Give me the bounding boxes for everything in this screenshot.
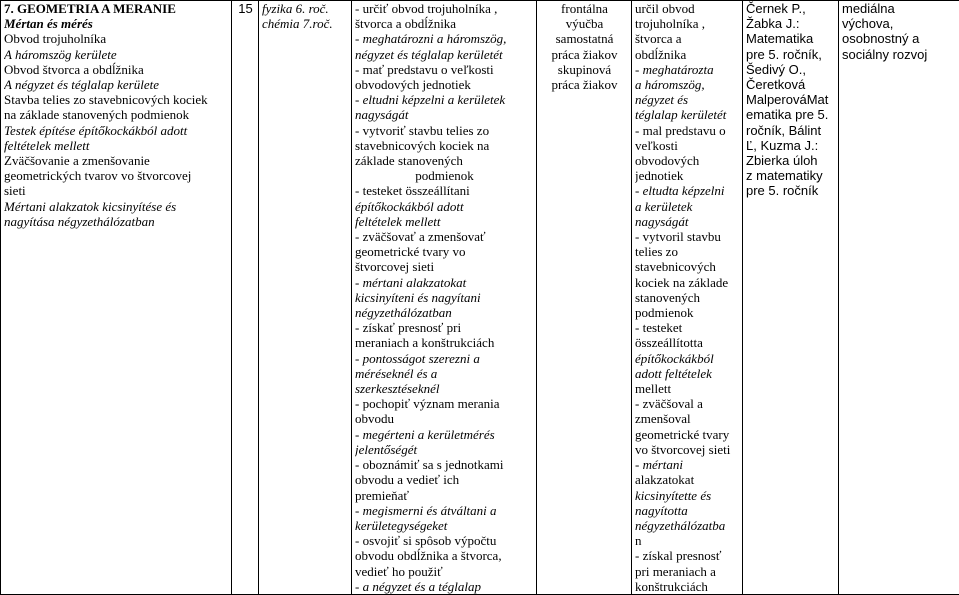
goal-line: - mértani alakzatokat bbox=[355, 275, 534, 290]
literature-line: MalperováMat bbox=[746, 92, 836, 107]
goal-line: - vytvoriť stavbu telies zo bbox=[355, 123, 534, 138]
outcome-line: zmenšoval bbox=[635, 411, 740, 426]
crosscutting-lines bbox=[842, 1, 959, 62]
goal-line: - a négyzet és a téglalap bbox=[355, 579, 534, 594]
outcome-line: adott feltételek bbox=[635, 366, 740, 381]
goal-line: - získať presnosť pri bbox=[355, 320, 534, 335]
outcome-line: konštrukciách bbox=[635, 579, 740, 594]
literature-line: Černek P., bbox=[746, 1, 836, 16]
goal-line: jelentőségét bbox=[355, 442, 534, 457]
outcome-line: nagyította bbox=[635, 503, 740, 518]
outcome-line: mellett bbox=[635, 381, 740, 396]
outcome-line: négyzet és bbox=[635, 92, 740, 107]
goal-line: - megérteni a kerületmérés bbox=[355, 427, 534, 442]
goal-line: - mať predstavu o veľkosti bbox=[355, 62, 534, 77]
goal-line: - zväčšovať a zmenšovať bbox=[355, 229, 534, 244]
methods-cell bbox=[537, 1, 632, 595]
interdisciplinary-lines bbox=[262, 1, 349, 31]
outcome-lines bbox=[635, 1, 740, 594]
topic-line: Stavba telies zo stavebnicových kociek bbox=[4, 92, 229, 107]
method-line: práca žiakov bbox=[540, 77, 629, 92]
goal-line: nagyságát bbox=[355, 107, 534, 122]
interdisciplinary-item: fyzika 6. roč. bbox=[262, 1, 349, 16]
goal-line: základe stanovených bbox=[355, 153, 534, 168]
goal-line: - megismerni és átváltani a bbox=[355, 503, 534, 518]
literature-line: ročník, Bálint bbox=[746, 123, 836, 138]
literature-line: Žabka J.: bbox=[746, 16, 836, 31]
crosscutting-cell bbox=[839, 1, 959, 595]
goal-line: premieňať bbox=[355, 488, 534, 503]
method-lines bbox=[540, 1, 629, 92]
goal-line: podmienok bbox=[355, 168, 534, 183]
literature-line: Ľ, Kuzma J.: bbox=[746, 138, 836, 153]
topic-line: sieti bbox=[4, 183, 229, 198]
goal-line: obvodových jednotiek bbox=[355, 77, 534, 92]
goal-line: méréseknél és a bbox=[355, 366, 534, 381]
goal-line: négyzet és téglalap kerületét bbox=[355, 47, 534, 62]
method-line: výučba bbox=[540, 16, 629, 31]
outcome-line: téglalap kerületét bbox=[635, 107, 740, 122]
outcome-line: trojuholníka , bbox=[635, 16, 740, 31]
outcome-line: - mal predstavu o bbox=[635, 123, 740, 138]
topic-line: geometrických tvarov vo štvorcovej bbox=[4, 168, 229, 183]
topic-line: A négyzet és téglalap kerülete bbox=[4, 77, 229, 92]
topic-line: Mértani alakzatok kicsinyítése és bbox=[4, 199, 229, 214]
topic-line: na základe stanovených podmienok bbox=[4, 107, 229, 122]
interdisciplinary-cell bbox=[259, 1, 352, 595]
goal-line: - testeket összeállítani bbox=[355, 183, 534, 198]
topic-line: Mértan és mérés bbox=[4, 16, 229, 31]
literature-line: pre 5. ročník, bbox=[746, 47, 836, 62]
crosscutting-line: sociálny rozvoj bbox=[842, 47, 959, 62]
outcome-line: určil obvod bbox=[635, 1, 740, 16]
goal-line: - pontosságot szerezni a bbox=[355, 351, 534, 366]
method-line: práca žiakov bbox=[540, 47, 629, 62]
outcome-line: alakzatokat bbox=[635, 472, 740, 487]
topic-lines bbox=[4, 16, 229, 229]
goal-line: kicsinyíteni és nagyítani bbox=[355, 290, 534, 305]
literature-line: z matematiky bbox=[746, 168, 836, 183]
outcome-line: stavebnicových bbox=[635, 259, 740, 274]
goal-line: feltételek mellett bbox=[355, 214, 534, 229]
goal-line: építőkockákból adott bbox=[355, 199, 534, 214]
goal-line: štvorca a obdĺžnika bbox=[355, 16, 534, 31]
outcome-line: veľkosti bbox=[635, 138, 740, 153]
goal-line: - oboznámiť sa s jednotkami bbox=[355, 457, 534, 472]
outcome-line: jednotiek bbox=[635, 168, 740, 183]
table-row bbox=[1, 1, 959, 595]
outcome-line: vo štvorcovej sieti bbox=[635, 442, 740, 457]
literature-line: pre 5. ročník bbox=[746, 183, 836, 198]
method-line: samostatná bbox=[540, 31, 629, 46]
topic-line: Obvod štvorca a obdĺžnika bbox=[4, 62, 229, 77]
goal-line: - eltudni képzelni a kerületek bbox=[355, 92, 534, 107]
topic-line: Zväčšovanie a zmenšovanie bbox=[4, 153, 229, 168]
outcome-line: a háromszög, bbox=[635, 77, 740, 92]
hours-value: 15 bbox=[235, 1, 256, 16]
goal-line: štvorcovej sieti bbox=[355, 259, 534, 274]
goal-line: vedieť ho použiť bbox=[355, 564, 534, 579]
goal-line: szerkesztéseknél bbox=[355, 381, 534, 396]
outcome-line: összeállította bbox=[635, 335, 740, 350]
hours-cell bbox=[232, 1, 259, 595]
topic-line: feltételek mellett bbox=[4, 138, 229, 153]
method-line: skupinová bbox=[540, 62, 629, 77]
literature-line: ematika pre 5. bbox=[746, 107, 836, 122]
outcome-line: kicsinyítette és bbox=[635, 488, 740, 503]
outcomes-cell bbox=[632, 1, 743, 595]
literature-lines bbox=[746, 1, 836, 199]
crosscutting-line: mediálna bbox=[842, 1, 959, 16]
literature-line: Čeretková bbox=[746, 77, 836, 92]
outcome-line: n bbox=[635, 533, 740, 548]
outcome-line: négyzethálózatba bbox=[635, 518, 740, 533]
outcome-line: - zväčšoval a bbox=[635, 396, 740, 411]
outcome-line: nagyságát bbox=[635, 214, 740, 229]
outcome-line: - meghatározta bbox=[635, 62, 740, 77]
goal-line: obvodu obdĺžnika a štvorca, bbox=[355, 548, 534, 563]
topic-cell bbox=[1, 1, 232, 595]
outcome-line: - testeket bbox=[635, 320, 740, 335]
literature-line: Šedivý O., bbox=[746, 62, 836, 77]
method-line: frontálna bbox=[540, 1, 629, 16]
goal-line: négyzethálózatban bbox=[355, 305, 534, 320]
topic-line: A háromszög kerülete bbox=[4, 47, 229, 62]
outcome-line: obdĺžnika bbox=[635, 47, 740, 62]
outcome-line: építőkockákból bbox=[635, 351, 740, 366]
goal-line: obvodu bbox=[355, 411, 534, 426]
goal-line: meraniach a konštrukciách bbox=[355, 335, 534, 350]
literature-line: Zbierka úloh bbox=[746, 153, 836, 168]
outcome-line: štvorca a bbox=[635, 31, 740, 46]
outcome-line: - mértani bbox=[635, 457, 740, 472]
outcome-line: a kerületek bbox=[635, 199, 740, 214]
crosscutting-line: osobnostný a bbox=[842, 31, 959, 46]
outcome-line: - eltudta képzelni bbox=[635, 183, 740, 198]
goal-lines bbox=[355, 1, 534, 594]
goal-line: - pochopiť význam merania bbox=[355, 396, 534, 411]
literature-cell bbox=[743, 1, 839, 595]
outcome-line: geometrické tvary bbox=[635, 427, 740, 442]
goal-line: - osvojiť si spôsob výpočtu bbox=[355, 533, 534, 548]
outcome-line: podmienok bbox=[635, 305, 740, 320]
goal-line: kerületegységeket bbox=[355, 518, 534, 533]
goal-line: - meghatározni a háromszög, bbox=[355, 31, 534, 46]
topic-line: nagyítása négyzethálózatban bbox=[4, 214, 229, 229]
literature-line: Matematika bbox=[746, 31, 836, 46]
goal-line: geometrické tvary vo bbox=[355, 244, 534, 259]
goal-line: - určiť obvod trojuholníka , bbox=[355, 1, 534, 16]
outcome-line: kociek na základe bbox=[635, 275, 740, 290]
interdisciplinary-item: chémia 7.roč. bbox=[262, 16, 349, 31]
goals-cell bbox=[352, 1, 537, 595]
outcome-line: telies zo bbox=[635, 244, 740, 259]
outcome-line: stanovených bbox=[635, 290, 740, 305]
outcome-line: pri meraniach a bbox=[635, 564, 740, 579]
goal-line: obvodu a vedieť ich bbox=[355, 472, 534, 487]
goal-line: stavebnicových kociek na bbox=[355, 138, 534, 153]
outcome-line: obvodových bbox=[635, 153, 740, 168]
topic-title: 7. GEOMETRIA A MERANIE bbox=[4, 1, 229, 16]
topic-line: Testek építése építőkockákból adott bbox=[4, 123, 229, 138]
crosscutting-line: výchova, bbox=[842, 16, 959, 31]
topic-line: Obvod trojuholníka bbox=[4, 31, 229, 46]
outcome-line: - získal presnosť bbox=[635, 548, 740, 563]
outcome-line: - vytvoril stavbu bbox=[635, 229, 740, 244]
